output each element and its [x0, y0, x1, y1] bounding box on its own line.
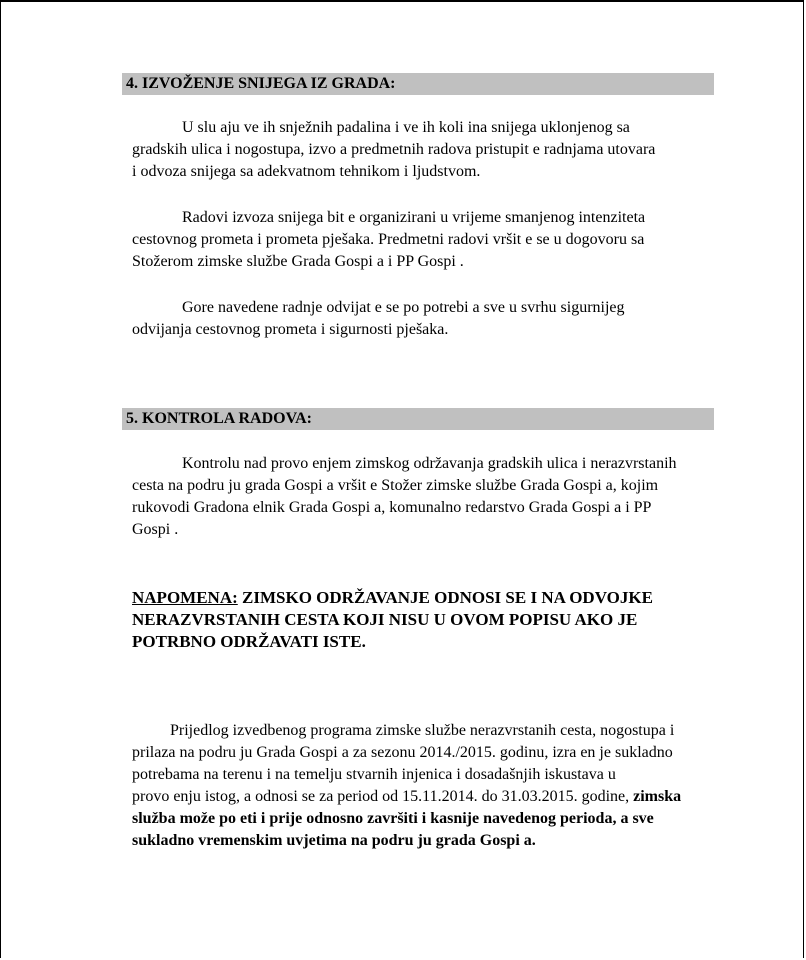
text-line: prilaza na podru ju Grada Gospi a za sezonu 2014./2015. godinu, izra en je sukladno: [132, 744, 673, 761]
note-block: [132, 587, 714, 653]
text-line: Prijedlog izvedbenog programa zimske službe nerazvrstanih cesta, nogostupa i: [170, 722, 675, 739]
text-line: potrebama na terenu i na temelju stvarnih injenica i dosadašnjih iskustava u: [132, 766, 616, 783]
note-line-2: NERAZVRSTANIH CESTA KOJI NISU U OVOM POPISU AKO JE: [132, 610, 638, 629]
section-4-paragraph-3: [132, 297, 714, 341]
section-4-heading: 4. IZVOŽENJE SNIJEGA IZ GRADA:: [122, 73, 714, 95]
text-line-bold: zimska: [633, 788, 682, 805]
text-line: Kontrolu nad provo enjem zimskog održavanja gradskih ulica i nerazvrstanih: [182, 455, 677, 472]
text-line: Gore navedene radnje odvijat e se po potrebi a sve u svrhu sigurnijeg: [182, 299, 625, 316]
text-line: Gospi .: [132, 521, 179, 538]
text-line-bold: sukladno vremenskim uvjetima na podru ju grada Gospi a.: [132, 832, 536, 849]
text-line: U slu aju ve ih snježnih padalina i ve ih koli ina snijega uklonjenog sa: [182, 119, 630, 136]
text-line: rukovodi Gradona elnik Grada Gospi a, komunalno redarstvo Grada Gospi a i PP: [132, 499, 652, 516]
note-line-1: ZIMSKO ODRŽAVANJE ODNOSI SE I NA ODVOJKE: [237, 588, 653, 607]
text-line: i odvoza snijega sa adekvatnom tehnikom i ljudstvom.: [132, 163, 481, 180]
closing-paragraph: [132, 720, 722, 852]
section-4-paragraph-1: [132, 117, 714, 183]
note-line-3: POTRBNO ODRŽAVATI ISTE.: [132, 632, 366, 651]
text-line-bold: služba može po eti i prije odnosno završiti i kasnije navedenog perioda, a sve: [132, 810, 654, 827]
text-line: Radovi izvoza snijega bit e organizirani u vrijeme smanjenog intenziteta: [182, 209, 646, 226]
text-line: odvijanja cestovnog prometa i sigurnosti pješaka.: [132, 321, 449, 338]
section-4-paragraph-2: [132, 207, 714, 273]
note-label: NAPOMENA:: [132, 588, 238, 607]
section-5-heading: 5. KONTROLA RADOVA:: [122, 408, 714, 430]
text-line: cesta na podru ju grada Gospi a vršit e Stožer zimske službe Grada Gospi a, kojim: [132, 477, 659, 494]
section-5-paragraph: [132, 453, 714, 541]
text-line: cestovnog prometa i prometa pješaka. Predmetni radovi vršit e se u dogovoru sa: [132, 231, 645, 248]
text-line: provo enju istog, a odnosi se za period od 15.11.2014. do 31.03.2015. godine,: [132, 788, 634, 805]
text-line: Stožerom zimske službe Grada Gospi a i PP Gospi .: [132, 253, 464, 270]
text-line: gradskih ulica i nogostupa, izvo a predmetnih radova pristupit e radnjama utovara: [132, 141, 656, 158]
